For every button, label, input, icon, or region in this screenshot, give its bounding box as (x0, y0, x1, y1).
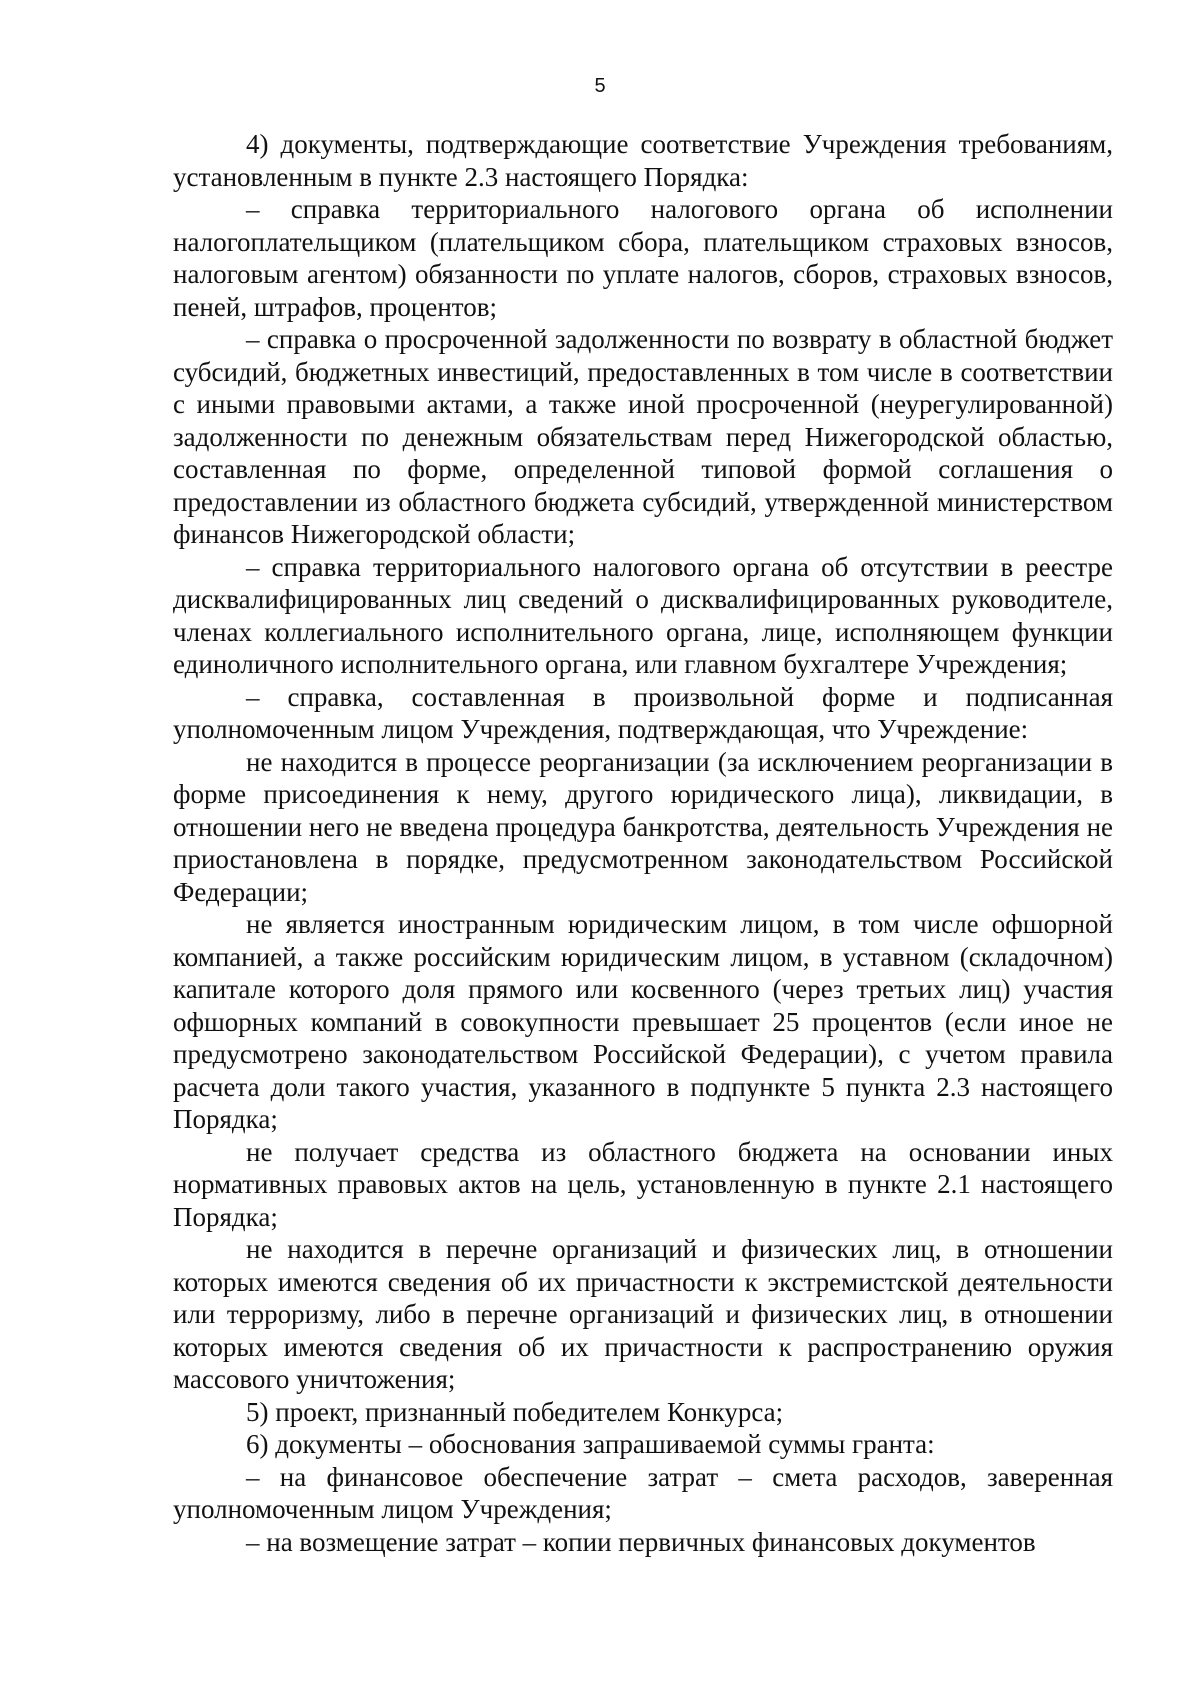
paragraph-arbitrary-form-certificate: – справка, составленная в произвольной форме и подписанная уполномоченным лицом Учреждения, подтверждающая, что Учреждение: (173, 681, 1113, 744)
paragraph-not-foreign-entity: не является иностранным юридическим лицом, в том числе офшорной компанией, а также российским юридическим лицом, в уставном (складочном) капитале которого доля прямого или косвенного (через третьих лиц) участия офшорных компаний в совокупности превышает 25 процентов (если иное не предусмотрено законодательством Российской Федерации), с учетом правила расчета доли такого участия, указанного в подпункте 5 пункта 2.3 настоящего Порядка; (173, 909, 1113, 1134)
paragraph-overdue-debt-certificate: – справка о просроченной задолженности по возврату в областной бюджет субсидий, бюджетных инвестиций, предоставленных в том числе в соответствии с иными правовыми актами, а также иной просроченной (неурегулированной) задолженности по денежным обязательствам перед Нижегородской областью, составленная по форме, определенной типовой формой соглашения о предоставлении из областного бюджета субсидий, утвержденной министерством финансов Нижегородской области; (173, 324, 1113, 549)
paragraph-no-other-funding: не получает средства из областного бюджета на основании иных нормативных правовых актов на цель, установленную в пункте 2.1 настоящего Порядка; (173, 1136, 1113, 1232)
paragraph-item-5-project: 5) проект, признанный победителем Конкурса; (246, 1396, 784, 1427)
page-number: 5 (594, 75, 606, 97)
paragraph-not-in-reorganization: не находится в процессе реорганизации (за исключением реорганизации в форме присоединения к нему, другого юридического лица), ликвидации, в отношении него не введена процедура банкротства, деятельность Учреждения не приостановлена в порядке, предусмотренном законодательством Российской Федерации; (173, 746, 1113, 907)
paragraph-cost-reimbursement: – на возмещение затрат – копии первичных финансовых документов (246, 1526, 1036, 1557)
document-body (173, 128, 1113, 1558)
paragraph-cost-estimate: – на финансовое обеспечение затрат – смета расходов, заверенная уполномоченным лицом Учреждения; (173, 1461, 1113, 1524)
paragraph-item-4-documents: 4) документы, подтверждающие соответствие Учреждения требованиям, установленным в пункте 2.3 настоящего Порядка: (173, 129, 1113, 192)
paragraph-not-in-extremism-list: не находится в перечне организаций и физических лиц, в отношении которых имеются сведения об их причастности к экстремистской деятельности или терроризму, либо в перечне организаций и физических лиц, в отношении которых имеются сведения об их причастности к распространению оружия массового уничтожения; (173, 1234, 1113, 1394)
paragraph-item-6-justification: 6) документы – обоснования запрашиваемой суммы гранта: (246, 1429, 935, 1459)
paragraph-disqualified-persons-certificate: – справка территориального налогового органа об отсутствии в реестре дисквалифицированных лиц сведений о дисквалифицированных руководителе, членах коллегиального исполнительного органа, лице, исполняющем функции единоличного исполнительного органа, или главном бухгалтере Учреждения; (173, 551, 1113, 679)
paragraph-tax-certificate: – справка территориального налогового органа об исполнении налогоплательщиком (плательщиком сбора, плательщиком страховых взносов, налоговым агентом) обязанности по уплате налогов, сборов, страховых взносов, пеней, штрафов, процентов; (173, 194, 1113, 322)
